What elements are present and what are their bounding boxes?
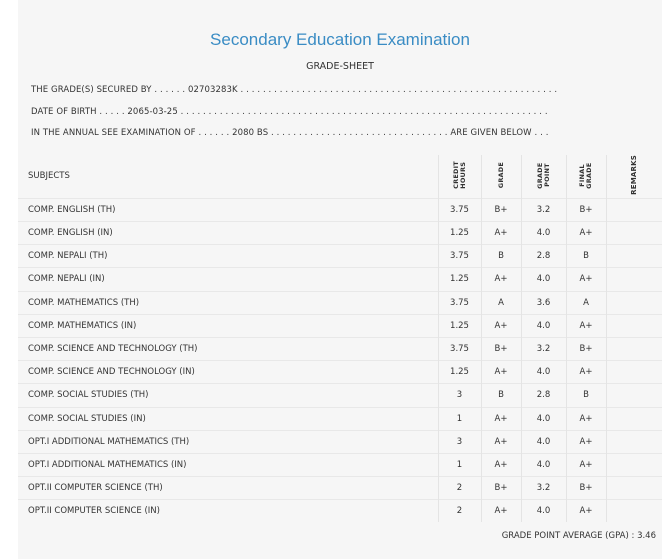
credit-hours-cell: 1 [438,453,481,476]
grade-point-cell: 3.2 [521,477,566,500]
remarks-cell [606,198,662,221]
final-grade-cell: B [566,245,606,268]
credit-hours-cell: 3.75 [438,198,481,221]
subject-cell: OPT.II COMPUTER SCIENCE (TH) [18,477,438,500]
table-row [18,268,662,291]
remarks-cell [606,453,662,476]
gpa-summary: GRADE POINT AVERAGE (GPA) : 3.46 [501,531,656,541]
grade-cell: B+ [481,337,521,360]
remarks-cell [606,337,662,360]
grade-point-cell: 4.0 [521,430,566,453]
grades-secured-by-line: THE GRADE(S) SECURED BY . . . . . . 02703283K . . . . . . . . . . . . . . . . . . . . . . . . . . . . . . . . . . . . . . . . . . . . . . . . . . . . . . . . . [31,85,558,95]
grade-sheet-card [18,0,662,559]
subject-cell: COMP. SCIENCE AND TECHNOLOGY (IN) [18,361,438,384]
subjects-header: SUBJECTS [28,171,70,182]
final-grade-cell: B+ [566,198,606,221]
grade-cell: B+ [481,198,521,221]
remarks-cell [606,477,662,500]
credit-hours-cell: 3 [438,430,481,453]
grade-point-cell: 4.0 [521,407,566,430]
final-grade-cell: A+ [566,430,606,453]
grades-table-body [18,198,662,522]
credit-hours-cell: 1.25 [438,314,481,337]
subject-cell: OPT.II COMPUTER SCIENCE (IN) [18,500,438,523]
table-row [18,222,662,245]
subject-cell: COMP. SOCIAL STUDIES (IN) [18,407,438,430]
grade-point-cell: 3.2 [521,337,566,360]
table-header-row [18,155,662,198]
grades-table [18,155,662,522]
examination-line: IN THE ANNUAL SEE EXAMINATION OF . . . . . . 2080 BS . . . . . . . . . . . . . . . . . . . . . . . . . . . . . . . . ARE GIVEN BELOW . . . [31,128,549,138]
final-grade-cell: A+ [566,314,606,337]
table-row [18,453,662,476]
subject-cell: COMP. NEPALI (TH) [18,245,438,268]
credit-hours-cell: 1 [438,407,481,430]
subject-cell: COMP. ENGLISH (TH) [18,198,438,221]
grade-point-cell: 3.6 [521,291,566,314]
grade-point-header: GRADE POINT [521,155,566,198]
remarks-cell [606,222,662,245]
final-grade-cell: B+ [566,337,606,360]
remarks-cell [606,314,662,337]
remarks-cell [606,268,662,291]
grade-cell: B [481,384,521,407]
subject-cell: COMP. NEPALI (IN) [18,268,438,291]
final-grade-cell: A+ [566,268,606,291]
subject-cell: COMP. MATHEMATICS (IN) [18,314,438,337]
credit-hours-cell: 3 [438,384,481,407]
credit-hours-cell: 3.75 [438,337,481,360]
final-grade-cell: B+ [566,477,606,500]
grade-cell: A+ [481,407,521,430]
grade-cell: A+ [481,500,521,523]
table-row [18,314,662,337]
table-row [18,291,662,314]
credit-hours-cell: 1.25 [438,268,481,291]
grade-cell: A+ [481,314,521,337]
page-title: Secondary Education Examination [210,30,470,49]
credit-hours-cell: 3.75 [438,245,481,268]
grade-cell: B+ [481,477,521,500]
credit-hours-cell: 1.25 [438,222,481,245]
remarks-cell [606,500,662,523]
remarks-cell [606,430,662,453]
subject-cell: COMP. MATHEMATICS (TH) [18,291,438,314]
final-grade-cell: A+ [566,407,606,430]
grade-point-cell: 4.0 [521,361,566,384]
grade-point-cell: 2.8 [521,245,566,268]
subject-cell: COMP. ENGLISH (IN) [18,222,438,245]
final-grade-cell: A+ [566,361,606,384]
grade-cell: A+ [481,430,521,453]
grade-cell: A+ [481,268,521,291]
remarks-cell [606,407,662,430]
grade-point-cell: 4.0 [521,453,566,476]
table-row [18,407,662,430]
credit-hours-cell: 2 [438,500,481,523]
table-row [18,245,662,268]
credit-hours-cell: 1.25 [438,361,481,384]
subject-cell: OPT.I ADDITIONAL MATHEMATICS (TH) [18,430,438,453]
credit-hours-cell: 3.75 [438,291,481,314]
remarks-cell [606,384,662,407]
table-row [18,430,662,453]
remarks-cell [606,361,662,384]
date-of-birth-line: DATE OF BIRTH . . . . . 2065-03-25 . . . . . . . . . . . . . . . . . . . . . . . . . . . . . . . . . . . . . . . . . . . . . . . . . . . . . . . . . . . . . . . . . . [31,107,548,117]
final-grade-cell: A+ [566,453,606,476]
remarks-cell [606,245,662,268]
grade-point-cell: 4.0 [521,314,566,337]
table-row [18,198,662,221]
grade-cell: A [481,291,521,314]
grade-cell: A+ [481,222,521,245]
grade-point-cell: 4.0 [521,268,566,291]
final-grade-cell: B [566,384,606,407]
grade-point-cell: 4.0 [521,222,566,245]
subject-cell: COMP. SOCIAL STUDIES (TH) [18,384,438,407]
final-grade-cell: A+ [566,500,606,523]
credit-hours-header: CREDIT HOURS [438,155,481,198]
table-row [18,361,662,384]
subject-cell: OPT.I ADDITIONAL MATHEMATICS (IN) [18,453,438,476]
table-row [18,384,662,407]
grade-cell: B [481,245,521,268]
subject-cell: COMP. SCIENCE AND TECHNOLOGY (TH) [18,337,438,360]
grade-point-cell: 2.8 [521,384,566,407]
final-grade-cell: A [566,291,606,314]
credit-hours-cell: 2 [438,477,481,500]
table-row [18,477,662,500]
grade-header: GRADE [481,155,521,198]
remarks-cell [606,291,662,314]
final-grade-cell: A+ [566,222,606,245]
remarks-header: REMARKS [606,155,662,198]
grade-point-cell: 4.0 [521,500,566,523]
grade-cell: A+ [481,453,521,476]
table-row [18,500,662,523]
grade-point-cell: 3.2 [521,198,566,221]
grade-cell: A+ [481,361,521,384]
grade-sheet-heading: GRADE-SHEET [306,61,374,72]
table-row [18,337,662,360]
final-grade-header: FINAL GRADE [566,155,606,198]
